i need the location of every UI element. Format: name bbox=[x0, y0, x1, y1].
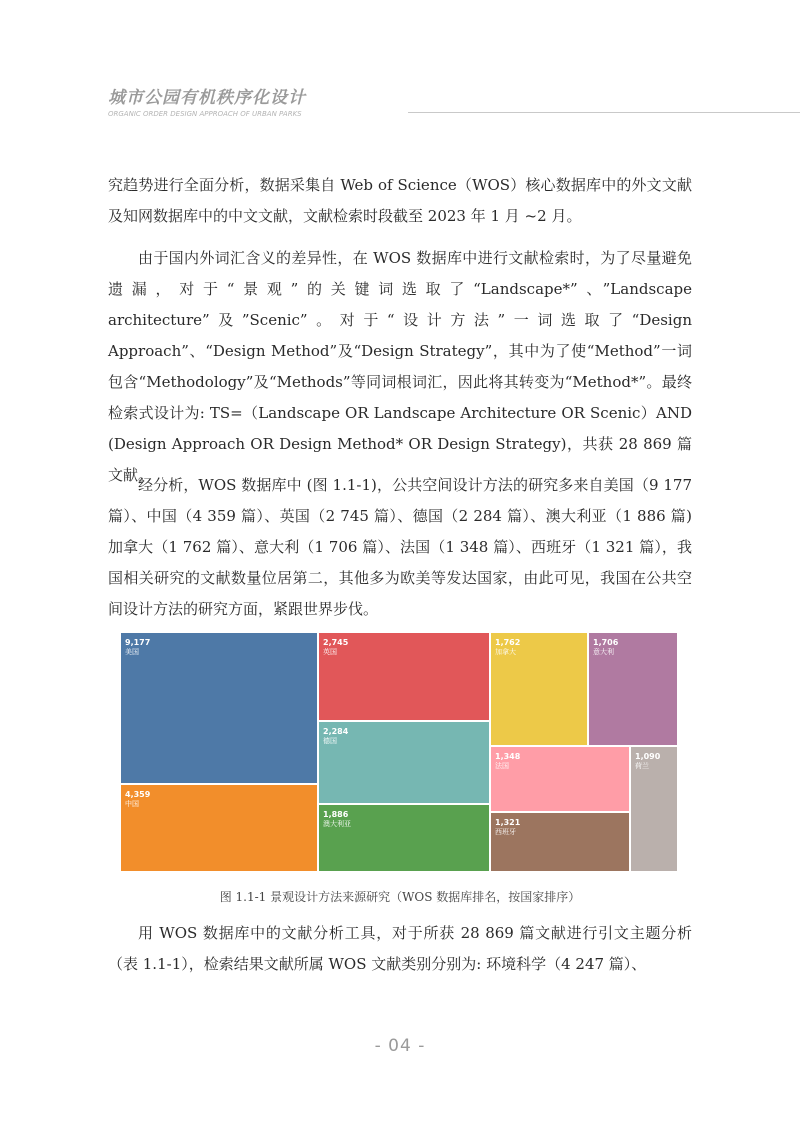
tile-label: 德国 bbox=[323, 737, 337, 745]
paragraph-3-text: 经分析，WOS 数据库中 (图 1.1-1)，公共空间设计方法的研究多来自美国（9 177 篇）、中国（4 359 篇）、英国（2 745 篇）、德国（2 284 篇）、澳大利亚（1 886 篇) 加拿大（1 762 篇）、意大利（1 706 篇）、法国（1 348 篇）、西班牙（1 321 篇），我国相关研究的文献数量位居第二，其他多为欧美等发达国家，由此可见，我国在公共空间设计方法的研究方面，紧跟世界步伐。 bbox=[108, 476, 692, 618]
treemap-tile bbox=[588, 632, 678, 746]
treemap-tile bbox=[120, 784, 318, 872]
tile-label: 西班牙 bbox=[495, 828, 516, 836]
tile-value: 2,284 bbox=[323, 727, 349, 736]
tile-value: 1,706 bbox=[593, 638, 619, 647]
treemap-tile bbox=[318, 804, 490, 872]
book-title: 城市公园有机秩序化设计 bbox=[108, 88, 306, 108]
tile-label: 加拿大 bbox=[495, 648, 516, 656]
tile-value: 1,348 bbox=[495, 752, 521, 761]
tile-label: 荷兰 bbox=[635, 762, 649, 770]
tile-label: 中国 bbox=[125, 800, 139, 808]
paragraph-1 bbox=[108, 170, 692, 232]
treemap-tile bbox=[120, 632, 318, 784]
country-treemap bbox=[120, 632, 678, 872]
page-number: - 04 - bbox=[374, 1036, 426, 1056]
tile-value: 9,177 bbox=[125, 638, 151, 647]
tile-value: 1,762 bbox=[495, 638, 521, 647]
tile-label: 法国 bbox=[495, 762, 509, 770]
running-header bbox=[108, 88, 698, 119]
paragraph-4 bbox=[108, 918, 692, 980]
tile-value: 2,745 bbox=[323, 638, 349, 647]
treemap-tile bbox=[490, 746, 630, 812]
tile-value: 1,090 bbox=[635, 752, 661, 761]
tile-label: 美国 bbox=[125, 648, 139, 656]
tile-label: 澳大利亚 bbox=[323, 820, 351, 828]
header-rule bbox=[408, 112, 800, 113]
paragraph-2-text: 由于国内外词汇含义的差异性，在 WOS 数据库中进行文献检索时，为了尽量避免遗漏，对于“景观”的关键词选取了“Landscape*”、”Landscape architecture”及”Scenic”。对于“设计方法”一词选取了“Design Approach”、“Design Method”及“Design Strategy”，其中为了使“Method”一词包含“Methodology”及“Methods”等同词根词汇，因此将其转变为“Method*”。最终检索式设计为: TS=（Landscape OR Landscape Architecture OR Scenic）AND (Design Approach OR Design Method* OR Design Strategy)，共获 28 869 篇文献。 bbox=[108, 249, 692, 484]
paragraph-2 bbox=[108, 243, 692, 491]
treemap-tile bbox=[318, 632, 490, 721]
book-subtitle: ORGANIC ORDER DESIGN APPROACH OF URBAN PARKS bbox=[108, 110, 302, 118]
treemap-tile bbox=[630, 746, 678, 872]
paragraph-1-text: 究趋势进行全面分析，数据采集自 Web of Science（WOS）核心数据库中的外文文献及知网数据库中的中文文献，文献检索时段截至 2023 年 1 月 ~2 月。 bbox=[108, 176, 692, 225]
tile-value: 1,321 bbox=[495, 818, 521, 827]
tile-value: 4,359 bbox=[125, 790, 151, 799]
figure-caption: 图 1.1-1 景观设计方法来源研究（WOS 数据库排名，按国家排序） bbox=[219, 890, 581, 904]
treemap-tile bbox=[318, 721, 490, 804]
tile-label: 意大利 bbox=[593, 648, 614, 656]
treemap-tile bbox=[490, 812, 630, 872]
paragraph-3 bbox=[108, 470, 692, 625]
tile-value: 1,886 bbox=[323, 810, 349, 819]
paragraph-4-text: 用 WOS 数据库中的文献分析工具，对于所获 28 869 篇文献进行引文主题分析（表 1.1-1），检索结果文献所属 WOS 文献类别分别为: 环境科学（4 247 篇）、 bbox=[108, 924, 692, 973]
tile-label: 英国 bbox=[323, 648, 337, 656]
treemap-tile bbox=[490, 632, 588, 746]
